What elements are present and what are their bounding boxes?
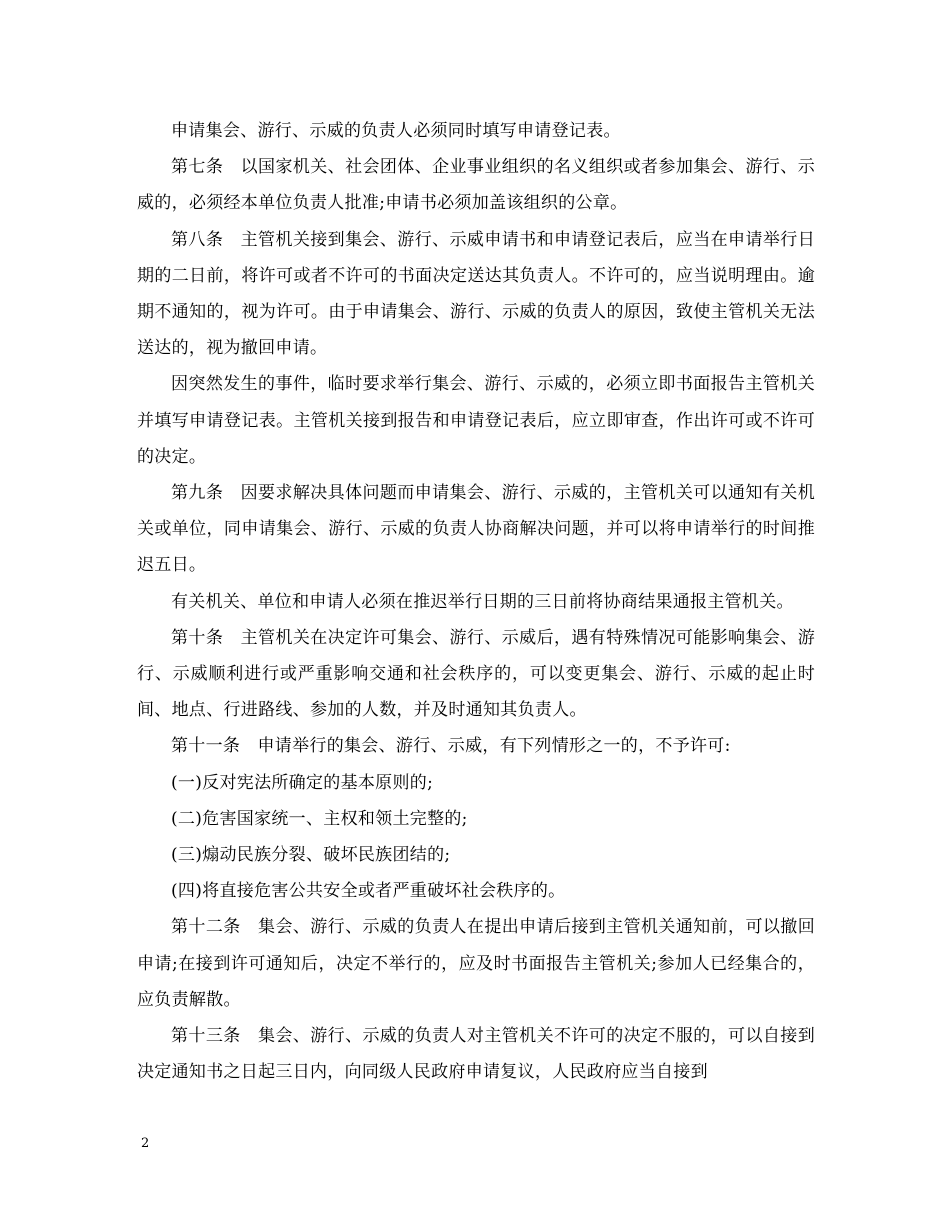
list-item-3: (三)煽动民族分裂、破坏民族团结的; (171, 845, 451, 866)
paragraph-article-11: 第十一条 申请举行的集会、游行、示威，有下列情形之一的，不予许可: (171, 736, 731, 757)
document-body (137, 113, 815, 1090)
list-item-1: (一)反对宪法所确定的基本原则的; (171, 772, 434, 793)
paragraph-consultation-result: 有关机关、单位和申请人必须在推迟举行日期的三日前将协商结果通报主管机关。 (171, 591, 794, 612)
list-item-4: (四)将直接危害公共安全或者严重破坏社会秩序的。 (171, 881, 566, 902)
paragraph-application-form: 申请集会、游行、示威的负责人必须同时填写申请登记表。 (171, 121, 621, 141)
paragraph-article-7: 第七条 以国家机关、社会团体、企业事业组织的名义组织或者参加集会、游行、示威的，必须经本单位负责人批准;申请书必须加盖该组织的公章。 (137, 157, 815, 214)
list-item-2: (二)危害国家统一、主权和领土完整的; (171, 808, 468, 829)
page-number: 2 (141, 1136, 150, 1151)
paragraph-article-13: 第十三条 集会、游行、示威的负责人对主管机关不许可的决定不服的，可以自接到决定通知书之日起三日内，向同级人民政府申请复议，人民政府应当自接到 (137, 1026, 815, 1083)
paragraph-article-8: 第八条 主管机关接到集会、游行、示威申请书和申请登记表后，应当在申请举行日期的二日前，将许可或者不许可的书面决定送达其负责人。不许可的，应当说明理由。逾期不通知的，视为许可。由于申请集会、游行、示威的负责人的原因，致使主管机关无法送达的，视为撤回申请。 (137, 229, 815, 359)
paragraph-sudden-events: 因突然发生的事件，临时要求举行集会、游行、示威的，必须立即书面报告主管机关并填写申请登记表。主管机关接到报告和申请登记表后，应立即审查，作出许可或不许可的决定。 (137, 374, 815, 467)
paragraph-article-10: 第十条 主管机关在决定许可集会、游行、示威后，遇有特殊情况可能影响集会、游行、示威顺利进行或严重影响交通和社会秩序的，可以变更集会、游行、示威的起止时间、地点、行进路线、参加的人数，并及时通知其负责人。 (137, 627, 815, 721)
paragraph-article-12: 第十二条 集会、游行、示威的负责人在提出申请后接到主管机关通知前，可以撤回申请;在接到许可通知后，决定不举行的，应及时书面报告主管机关;参加人已经集合的，应负责解散。 (137, 917, 815, 1010)
paragraph-article-9: 第九条 因要求解决具体问题而申请集会、游行、示威的，主管机关可以通知有关机关或单位，同申请集会、游行、示威的负责人协商解决问题，并可以将申请举行的时间推迟五日。 (137, 483, 815, 576)
